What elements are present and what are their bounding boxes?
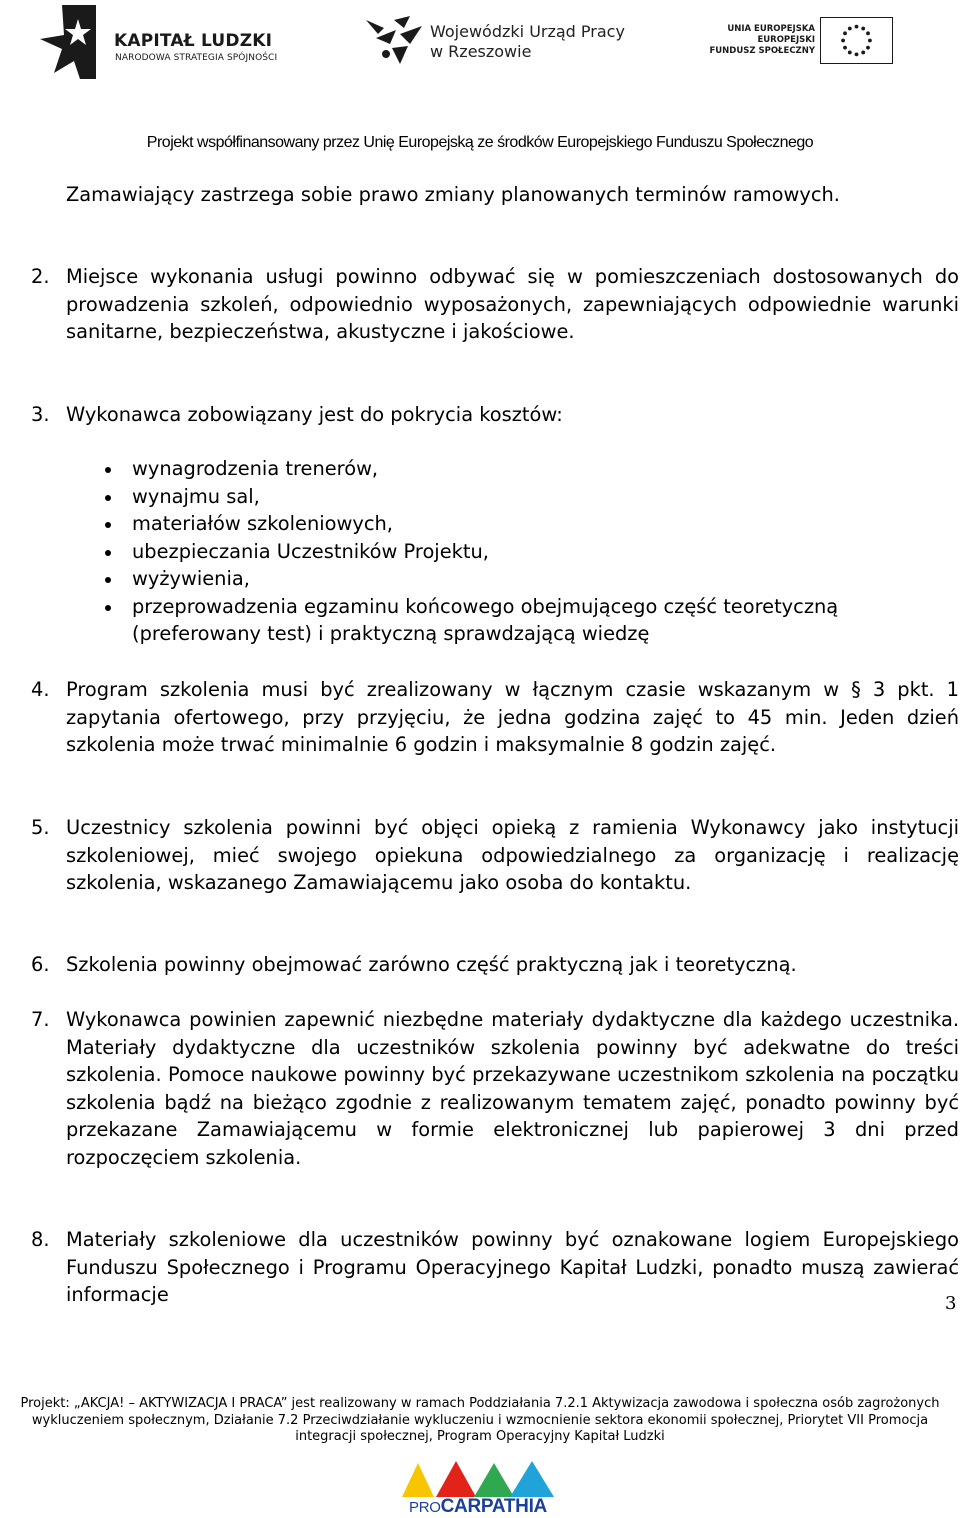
list-item: ubezpieczania Uczestników Projektu,: [104, 538, 960, 566]
eu-label-line2: EUROPEJSKI: [757, 35, 815, 45]
intro-paragraph: Zamawiający zastrzega sobie prawo zmiany planowanych terminów ramowych.: [66, 183, 840, 206]
footer-line2: wykluczeniem społecznym, Działanie 7.2 Przeciwdziałanie wykluczeniu i wzmocnienie sektora ekonomii społecznej, Priorytet VII Promocja: [31, 1412, 929, 1428]
item-5-number: 5.: [31, 816, 50, 839]
kapital-ludzki-subtitle: NARODOWA STRATEGIA SPÓJNOŚCI: [115, 53, 278, 63]
item-7-text: Wykonawca powinien zapewnić niezbędne materiały dydaktyczne dla każdego uczestnika. Materiały dydaktyczne dla uczestników szkolenia powinny być adekwatne do treści szkolenia. Pomoce naukowe powinny być przekazywane uczestnikom szkolenia na początku szkolenia bądź na bieżąco zgodnie z realizowanym tematem zajęć, ponadto powinny być przekazane Zamawiającemu w formie elektronicznej lub papierowej 3 dni przed rozpoczęciem szkolenia.: [66, 1008, 959, 1169]
wup-title-line1: Wojewódzki Urząd Pracy: [430, 22, 625, 41]
footer-note: [0, 1396, 960, 1446]
item-4-number: 4.: [31, 678, 50, 701]
page-number: 3: [945, 1293, 957, 1314]
cost-list: [104, 455, 960, 648]
procarpathia-wordmark: [398, 1496, 558, 1518]
item-8-number: 8.: [31, 1228, 50, 1251]
procarpathia-logo-icon: [398, 1459, 558, 1501]
wup-title-line2: w Rzeszowie: [430, 42, 532, 61]
item-6-number: 6.: [31, 953, 50, 976]
logo-triangle-yellow: [402, 1463, 434, 1497]
logo-triangle-green: [474, 1463, 514, 1497]
logo-triangle-cyan: [510, 1461, 554, 1497]
procarpathia-pro: PRO: [409, 1499, 441, 1516]
procarpathia-name: CARPATHIA: [440, 1496, 547, 1517]
eu-flag-icon: [820, 17, 893, 64]
item-8-text: Materiały szkoleniowe dla uczestników powinny być oznakowane logiem Europejskiego Funduszu Społecznego i Programu Operacyjnego Kapitał Ludzki, ponadto muszą zawierać informacje: [66, 1228, 959, 1306]
item-5-text: Uczestnicy szkolenia powinni być objęci opieką z ramienia Wykonawcy jako instytucji szkoleniowej, mieć swojego opiekuna odpowiedzialnego za organizację i realizację szkolenia, wskazanego Zamawiającemu jako osoba do kontaktu.: [66, 816, 959, 894]
eu-label-line1: UNIA EUROPEJSKA: [727, 24, 815, 34]
item-3-text: Wykonawca zobowiązany jest do pokrycia kosztów:: [66, 403, 563, 426]
item-2-text: Miejsce wykonania usługi powinno odbywać się w pomieszczeniach dostosowanych do prowadzenia szkoleń, odpowiednio wyposażonych, zapewniających odpowiednie warunki sanitarne, bezpieczeństwa, akustyczne i jakościowe.: [66, 265, 959, 343]
item-4-text: Program szkolenia musi być zrealizowany w łącznym czasie wskazanym w § 3 pkt. 1 zapytania ofertowego, przy przyjęciu, że jedna godzina zajęć to 45 min. Jeden dzień szkolenia może trwać minimalnie 6 godzin i maksymalnie 8 godzin zajęć.: [66, 678, 959, 756]
cofinancing-note: Projekt współfinansowany przez Unię Europejską ze środków Europejskiego Funduszu Społecznego: [146, 134, 814, 151]
wup-rzeszow-logo-icon: [364, 14, 424, 66]
page-header: [0, 0, 960, 100]
item-2-number: 2.: [31, 265, 50, 288]
eu-label-line3: FUNDUSZ SPOŁECZNY: [709, 46, 815, 56]
list-item: wyżywienia,: [104, 565, 960, 593]
footer-line3: integracji społecznej, Program Operacyjny Kapitał Ludzki: [295, 1429, 665, 1444]
item-6-text: Szkolenia powinny obejmować zarówno część praktyczną jak i teoretyczną.: [66, 953, 797, 976]
list-item: wynajmu sal,: [104, 483, 960, 511]
list-item: wynagrodzenia trenerów,: [104, 455, 960, 483]
logo-triangle-red: [436, 1461, 476, 1497]
eu-label: [707, 24, 815, 57]
kapital-ludzki-logo-icon: [40, 5, 96, 79]
list-item: materiałów szkoleniowych,: [104, 510, 960, 538]
item-7-number: 7.: [31, 1008, 50, 1031]
kapital-ludzki-title: KAPITAŁ LUDZKI: [114, 31, 273, 51]
list-item: przeprowadzenia egzaminu końcowego obejmującego część teoretyczną (preferowany test) i praktyczną sprawdzającą wiedzę: [104, 593, 960, 648]
footer-line1: Projekt: „AKCJA! – AKTYWIZACJA I PRACA” jest realizowany w ramach Poddziałania 7.2.1 Aktywizacja zawodowa i społeczna osób zagrożonych: [20, 1396, 940, 1411]
item-3-number: 3.: [31, 403, 50, 426]
